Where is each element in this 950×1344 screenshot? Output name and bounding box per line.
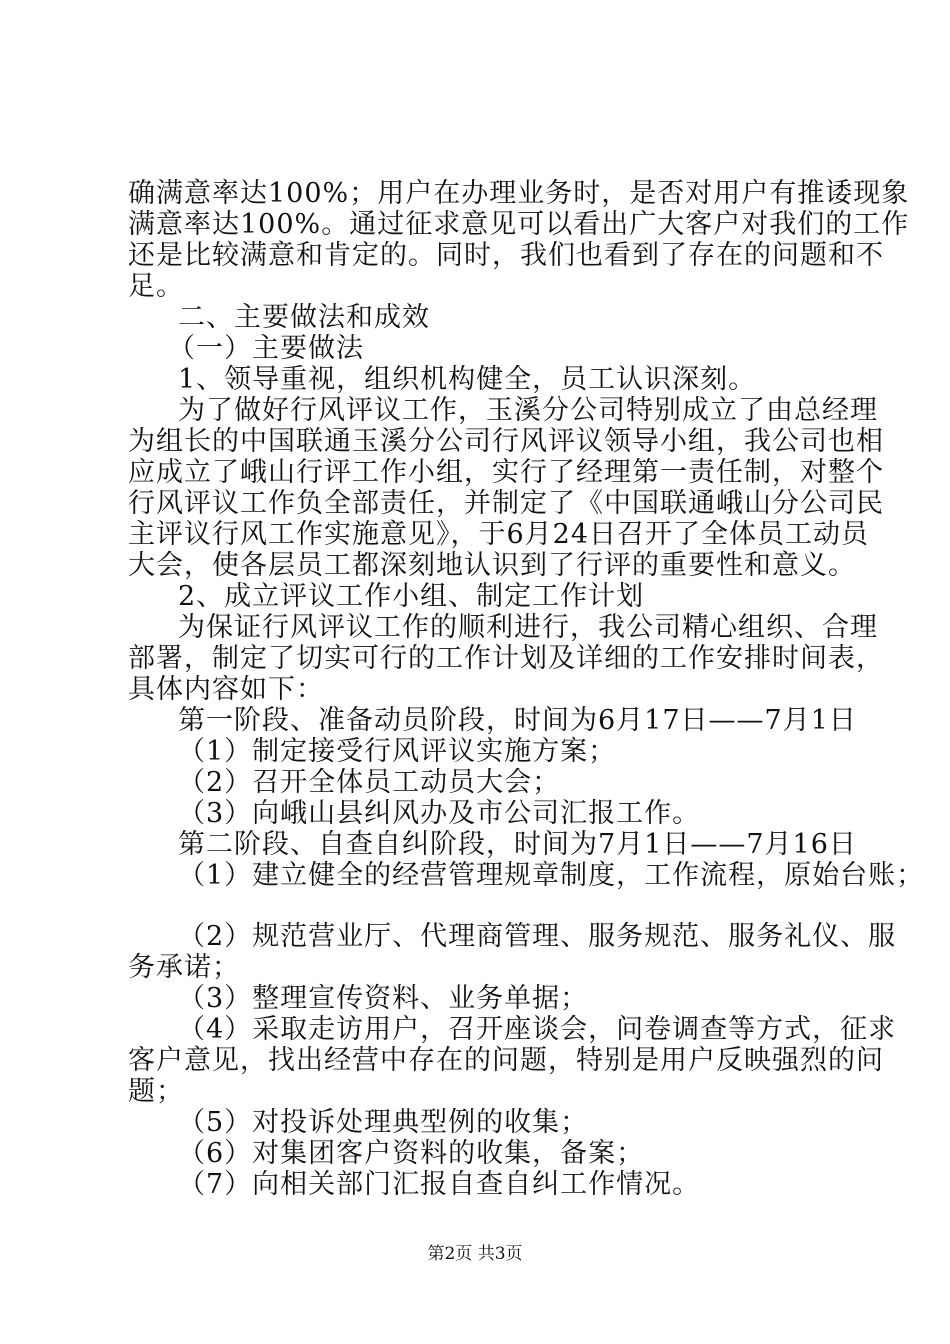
body-line-9: 主评议行风工作实施意见》，于6月24日召开了全体员工动员 — [128, 519, 870, 550]
body-line-12: 部署，制定了切实可行的工作计划及详细的工作安排时间表， — [128, 643, 884, 674]
body-line-11: 为保证行风评议工作的顺利进行，我公司精心组织、合理 — [178, 612, 878, 643]
phase-2-item-3: （3）整理宣传资料、业务单据； — [178, 983, 589, 1014]
body-line-13: 具体内容如下： — [128, 674, 324, 705]
body-line-6: 为组长的中国联通玉溪分公司行风评议领导小组，我公司也相 — [128, 426, 884, 457]
page-number-footer: 第2页 共3页 — [427, 1244, 523, 1264]
phase-2-item-4-cont-1: 客户意见，找出经营中存在的问题，特别是用户反映强烈的问 — [128, 1045, 884, 1076]
phase-1-item-3: （3）向峨山县纠风办及市公司汇报工作。 — [178, 798, 701, 829]
phase-1-item-1: （1）制定接受行风评议实施方案； — [178, 736, 617, 767]
phase-2-item-2: （2）规范营业厅、代理商管理、服务规范、服务礼仪、服 — [178, 921, 897, 952]
subsection-heading: （一）主要做法 — [168, 333, 364, 364]
body-line-10: 大会，使各层员工都深刻地认识到了行评的重要性和意义。 — [128, 550, 856, 581]
phase-1-heading: 第一阶段、准备动员阶段，时间为6月17日——7月1日 — [178, 705, 857, 736]
body-line-8: 行风评议工作负全部责任，并制定了《中国联通峨山分公司民 — [128, 488, 884, 519]
body-line-2: 满意率达100%。通过征求意见可以看出广大客户对我们的工作 — [128, 209, 910, 240]
body-line-7: 应成立了峨山行评工作小组，实行了经理第一责任制，对整个 — [128, 457, 884, 488]
phase-2-item-6: （6）对集团客户资料的收集，备案； — [178, 1138, 645, 1169]
phase-2-item-4: （4）采取走访用户，召开座谈会，问卷调查等方式，征求 — [178, 1014, 897, 1045]
section-heading: 二、主要做法和成效 — [178, 302, 430, 333]
body-line-1: 确满意率达100%；用户在办理业务时，是否对用户有推诿现象 — [128, 178, 910, 209]
item-heading-1: 1、领导重视，组织机构健全，员工认识深刻。 — [178, 364, 757, 395]
phase-2-heading: 第二阶段、自查自纠阶段，时间为7月1日——7月16日 — [178, 829, 857, 860]
phase-2-item-4-cont-2: 题； — [128, 1076, 184, 1107]
body-line-5: 为了做好行风评议工作，玉溪分公司特别成立了由总经理 — [178, 395, 878, 426]
item-heading-2: 2、成立评议工作小组、制定工作计划 — [178, 581, 645, 612]
phase-2-item-2-cont: 务承诺； — [128, 952, 240, 983]
phase-1-item-2: （2）召开全体员工动员大会； — [178, 767, 561, 798]
phase-2-item-5: （5）对投诉处理典型例的收集； — [178, 1107, 589, 1138]
body-line-4: 足。 — [128, 271, 184, 302]
body-line-3: 还是比较满意和肯定的。同时，我们也看到了存在的问题和不 — [128, 240, 884, 271]
phase-2-item-1: （1）建立健全的经营管理规章制度，工作流程，原始台账； — [178, 860, 925, 891]
phase-2-item-7: （7）向相关部门汇报自查自纠工作情况。 — [178, 1169, 701, 1200]
